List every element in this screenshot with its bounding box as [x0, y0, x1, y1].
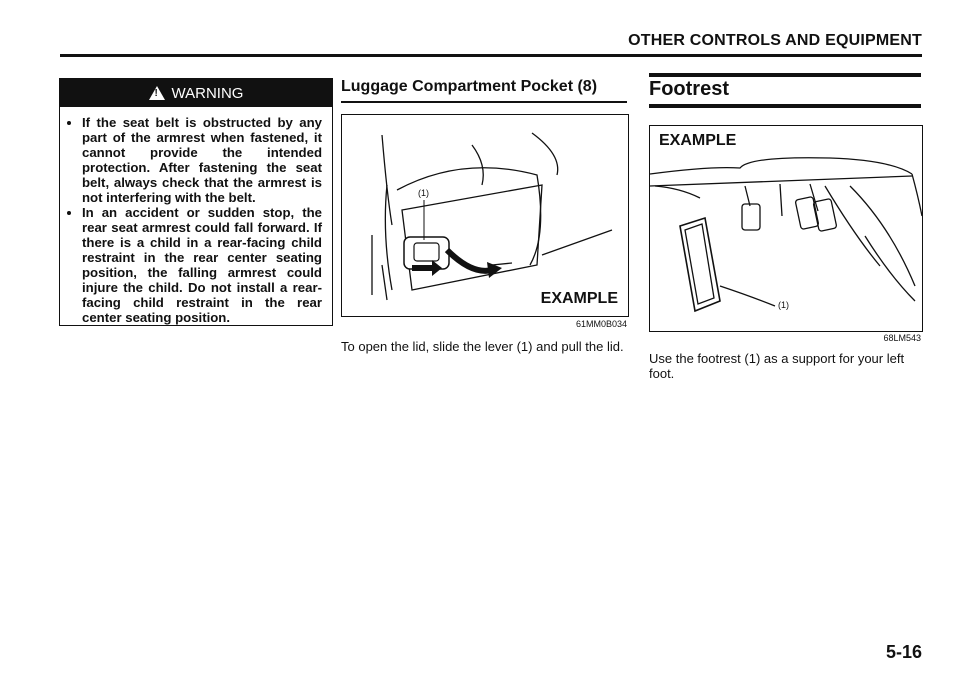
footrest-title-rule-bottom — [649, 104, 921, 108]
section-header: OTHER CONTROLS AND EQUIPMENT — [628, 32, 922, 49]
footrest-title-rule-top — [649, 73, 921, 77]
page-number: 5-16 — [885, 642, 922, 662]
warning-item: • In an accident or sudden stop, the rear seat armrest could fall forward. If there is a child in a rear-facing child restraint in the rear center seating position, the falling armrest could injure the child. Do not install a rear-facing child restraint in the rear center seating position. — [82, 205, 322, 325]
luggage-callout: (1) — [418, 188, 429, 198]
footrest-figure — [649, 125, 923, 332]
luggage-title: Luggage Compartment Pocket (8) — [341, 78, 598, 95]
footrest-figure-code: 68LM543 — [883, 333, 921, 343]
warning-item: • If the seat belt is obstructed by any part of the armrest when fastened, it cannot provide the intended protection. After fastening the seat belt, always check that the armrest is not interfering with the belt. — [82, 115, 322, 205]
luggage-illustration — [342, 115, 628, 316]
warning-heading-text: WARNING — [171, 84, 244, 102]
footrest-body-text: Use the footrest (1) as a support for your left foot. — [649, 351, 905, 381]
luggage-title-rule — [341, 101, 627, 103]
warning-list — [60, 107, 332, 325]
footrest-title: Footrest — [649, 78, 729, 100]
footrest-callout: (1) — [778, 300, 789, 310]
warning-triangle-icon — [149, 86, 165, 100]
luggage-figure-label: EXAMPLE — [540, 290, 618, 307]
luggage-body-text: To open the lid, slide the lever (1) and pull the lid. — [341, 339, 624, 354]
warning-heading — [60, 79, 332, 107]
luggage-figure-code: 61MM0B034 — [575, 319, 627, 329]
footrest-figure-label: EXAMPLE — [659, 132, 737, 149]
warning-box — [59, 78, 333, 326]
header-rule — [60, 54, 922, 57]
luggage-figure — [341, 114, 629, 317]
